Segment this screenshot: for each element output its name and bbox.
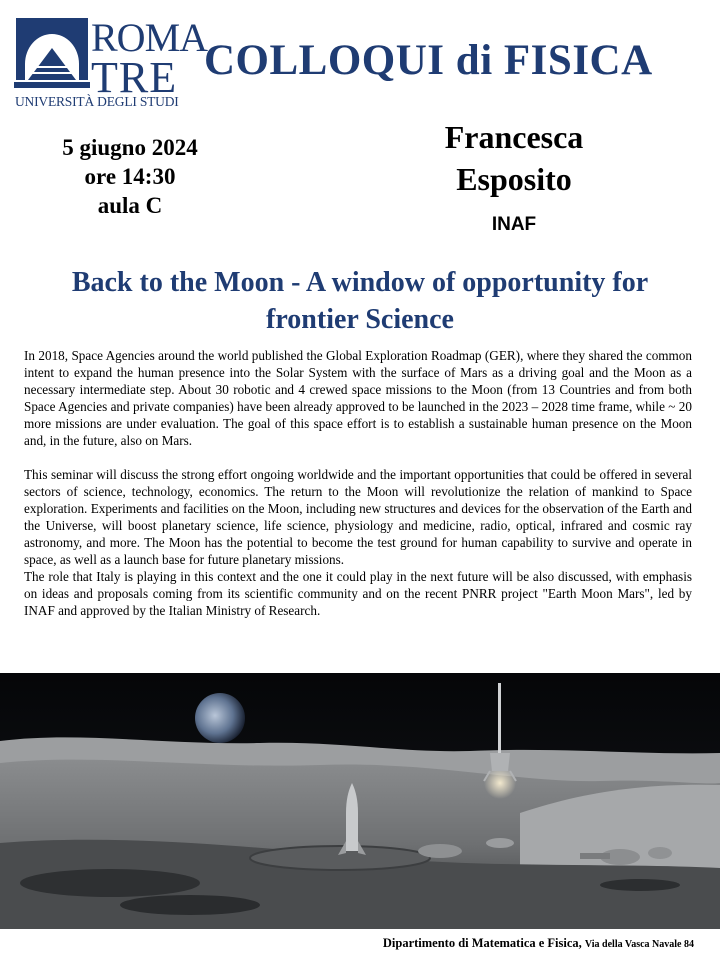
page-title: COLLOQUI di FISICA [204, 37, 653, 84]
logo-tre-text: TRE [91, 53, 178, 102]
logo-roma-text: ROMA [91, 15, 208, 60]
talk-title-line2: frontier Science [266, 304, 454, 335]
abstract-paragraph-1: In 2018, Space Agencies around the world published the Global Exploration Roadmap (GER), where they shared the common intent to expand the human presence into the Solar System with the surface of Mars as a driving goal and the Moon as a necessary intermediate step. About 30 robotic and 4 crewed space missions to the Moon (from 13 Countries and from both Space Agencies and private companies) have been already approved to be launched in the 2023 – 2028 time frame, while ~ 20 more missions are under evaluation. The goal of this space effort is to establish a sustainable human presence on the Moon and, in the future, also on Mars. [24, 348, 692, 448]
event-time: ore 14:30 [84, 164, 176, 189]
speaker-name [400, 116, 628, 200]
talk-title [20, 264, 700, 338]
logo-university-text: UNIVERSITÀ DEGLI STUDI [15, 94, 179, 109]
footer-department: Dipartimento di Matematica e Fisica, [382, 936, 582, 950]
moon-base-illustration [0, 673, 720, 929]
abstract [24, 347, 692, 619]
earth-icon [195, 693, 245, 743]
abstract-paragraph-2: This seminar will discuss the strong effort ongoing worldwide and the important opportunities that could be offered in several sectors of science, technology, economics. The return to the Moon will revolutionize the relation of mankind to Space exploration. Experiments and facilities on the Moon, including new structures and devices for the observation of the Earth and the Universe, will boost planetary science, life science, physiology and medicine, radio, optical, infrared and cosmic ray astronomy, and more. The Moon has the potential to become the test ground for human capability to survive and operate in space, as well as a launch base for future planetary missions. [24, 467, 692, 567]
talk-title-line1: Back to the Moon - A window of opportunity for [71, 267, 649, 298]
lunar-landscape-image [0, 673, 720, 929]
event-date: 5 giugno 2024 [62, 135, 198, 160]
abstract-paragraph-3: The role that Italy is playing in this context and the one it could play in the next future will be also discussed, with emphasis on ideas and proposals coming from its scientific community and on the recent PNRR project "Earth Moon Mars", led by INAF and approved by the Italian Ministry of Research. [24, 569, 692, 618]
speaker-affiliation: INAF [491, 214, 537, 235]
roma-tre-logo [14, 15, 208, 110]
footer-address: Via della Vasca Navale 84 [584, 939, 694, 950]
event-room: aula C [97, 193, 163, 218]
event-info [30, 133, 230, 220]
university-emblem-icon [14, 18, 90, 94]
footer [383, 936, 694, 951]
speaker-last-name: Esposito [456, 161, 572, 197]
speaker-first-name: Francesca [444, 119, 584, 155]
